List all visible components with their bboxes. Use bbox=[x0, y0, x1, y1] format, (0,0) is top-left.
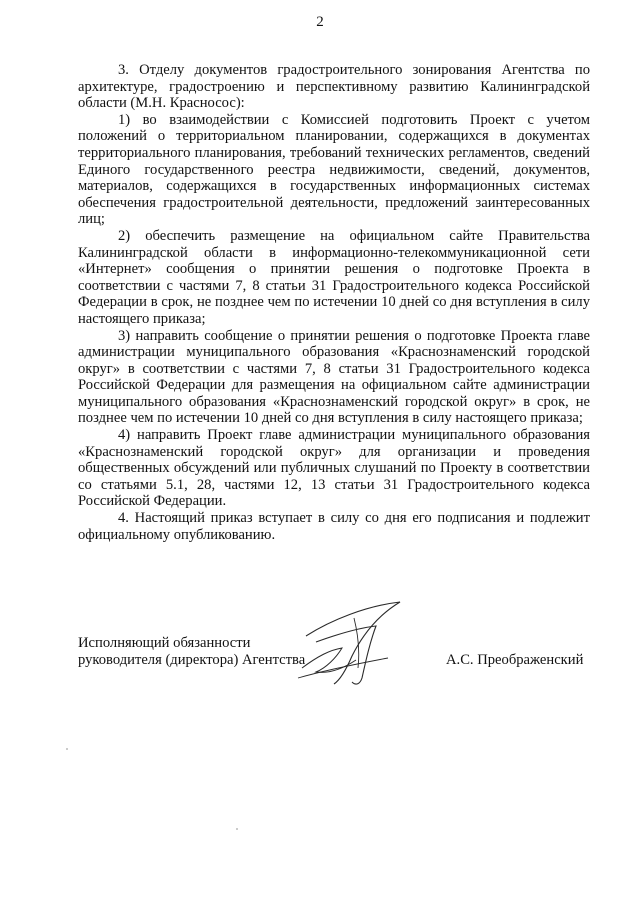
scan-speck bbox=[66, 748, 68, 750]
signatory-position-line1: Исполняющий обязанности bbox=[78, 635, 251, 651]
paragraph-item-4: 4. Настоящий приказ вступает в силу со дня его подписания и подлежит официальному опубликованию. bbox=[78, 510, 590, 543]
signatory-position-line2: руководителя (директора) Агентства bbox=[78, 652, 306, 668]
page-number: 2 bbox=[316, 14, 324, 30]
signer-name: А.С. Преображенский bbox=[446, 652, 584, 668]
paragraph-subitem-1: 1) во взаимодействии с Комиссией подготовить Проект с учетом положений о территориальном планировании, содержащихся в документах территориального планирования, требований технических регламентов, сведений Единого государственного реестра недвижимости, сведений, документов, материалов, содержащихся в государственных информационных системах обеспечения градостроительной деятельности, предложений заинтересованных лиц; bbox=[78, 111, 590, 228]
signatory-position bbox=[78, 635, 305, 669]
paragraph-subitem-2: 2) обеспечить размещение на официальном сайте Правительства Калининградской области в информационно-телекоммуникационной сети «Интернет» сообщения о принятии решения о подготовке Проекта в соответствии с частями 7, 8 статьи 31 Градостроительного кодекса Российской Федерации в срок, не позднее чем по истечении 10 дней со дня вступления в силу настоящего приказа; bbox=[78, 227, 590, 327]
scan-speck bbox=[236, 828, 238, 830]
document-body bbox=[78, 62, 590, 543]
paragraph-subitem-3: 3) направить сообщение о принятии решения о подготовке Проекта главе администрации муниципального образования «Краснознаменский городской округ» в соответствии с частями 7, 8 статьи 31 Градостроительного кодекса Российской Федерации для размещения на официальном сайте администрации муниципального образования «Краснознаменский городской округ» в срок, не позднее чем по истечении 10 дней со дня вступления в силу настоящего приказа; bbox=[78, 327, 590, 427]
handwritten-signature-icon bbox=[296, 598, 416, 688]
paragraph-subitem-4: 4) направить Проект главе администрации муниципального образования «Краснознаменский городской округ» для организации и проведения общественных обсуждений или публичных слушаний по Проекту в соответствии со статьями 5.1, 28, частями 12, 13 статьи 31 Градостроительного кодекса Российской Федерации. bbox=[78, 427, 590, 510]
paragraph-item-3: 3. Отделу документов градостроительного зонирования Агентства по архитектуре, градостроению и перспективному развитию Калининградской области (М.Н. Красносос): bbox=[78, 62, 590, 112]
